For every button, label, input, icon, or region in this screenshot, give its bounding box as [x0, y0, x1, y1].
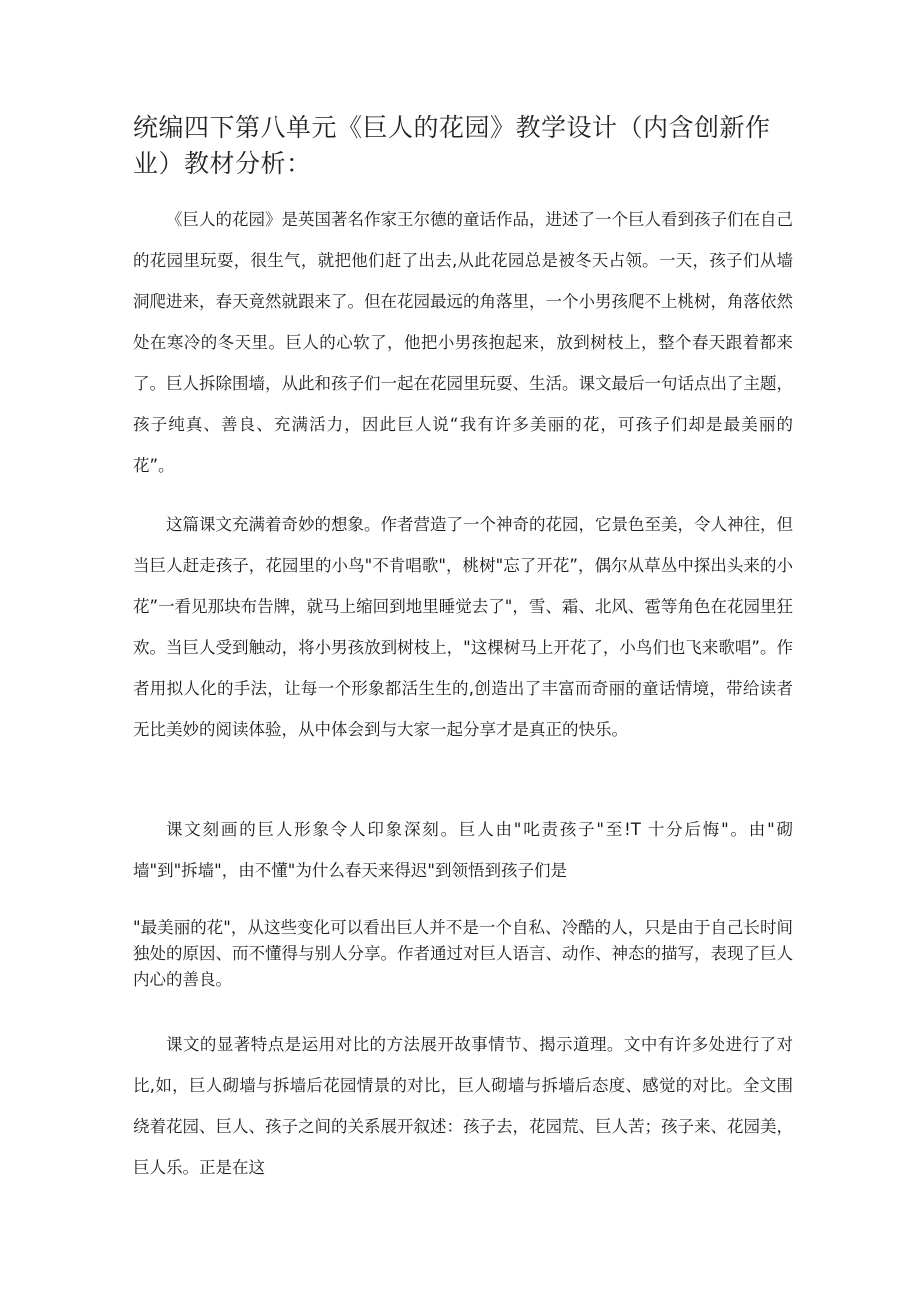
document-title: 统编四下第八单元《巨人的花园》教学设计（内含创新作业）教材分析： [133, 113, 771, 178]
paragraph-giant-character: 课文刻画的巨人形象令人印象深刻。巨人由"叱责孩子"至!T 十分后悔"。由"砌墙"到"拆墙"，由不懂"为什么春天来得迟"到领悟到孩子们是 [133, 820, 793, 880]
paragraph-imagination: 这篇课文充满着奇妙的想象。作者营造了一个神奇的花园，它景色至美，令人神往，但当巨人赶走孩子，花园里的小鸟"不肯唱歌"，桃树"忘了开花”，偶尔从草丛中探出头来的小花”一看见那块布告牌，就马上缩回到地里睡觉去了"，雪、霜、北风、雹等角色在花园里狂欢。当巨人受到触动，将小男孩放到树枝上，"这棵树马上开花了，小鸟们也飞来歌唱”。作者用拟人化的手法，让每一个形象都活生生的,创造出了丰富而奇丽的童话情境，带给读者无比美妙的阅读体验，从中体会到与大家一起分享才是真正的快乐。 [133, 515, 793, 739]
paragraph-contrast: 课文的显著特点是运用对比的方法展开故事情节、揭示道理。文中有许多处进行了对比,如，巨人砌墙与拆墙后花园情景的对比，巨人砌墙与拆墙后态度、感觉的对比。全文围绕着花园、巨人、孩子之间的关系展开叙述：孩子去，花园荒、巨人苦；孩子来、花园美，巨人乐。正是在这 [133, 1035, 793, 1177]
paragraph-plot-summary: 《巨人的花园》是英国著名作家王尔德的童话作品，进述了一个巨人看到孩子们在自己的花园里玩耍，很生气，就把他们赶了出去,从此花园总是被冬天占领。一天，孩子们从墙洞爬进来，春天竟然就跟来了。但在花园最远的角落里，一个小男孩爬不上桃树，角落依然处在寒冷的冬天里。巨人的心软了，他把小男孩抱起来，放到树枝上，整个春天跟着都来了。巨人拆除围墙，从此和孩子们一起在花园里玩耍、生活。课文最后一句话点出了主题，孩子纯真、善良、充满活力，因此巨人说“我有许多美丽的花，可孩子们却是最美丽的花”。 [133, 210, 793, 475]
paragraph-giant-character-continued: "最美丽的花"，从这些变化可以看出巨人并不是一个自私、冷酷的人，只是由于自己长时间独处的原因、而不懂得与别人分享。作者通过对巨人语言、动作、神态的描写，表现了巨人内心的善良。 [133, 918, 793, 989]
